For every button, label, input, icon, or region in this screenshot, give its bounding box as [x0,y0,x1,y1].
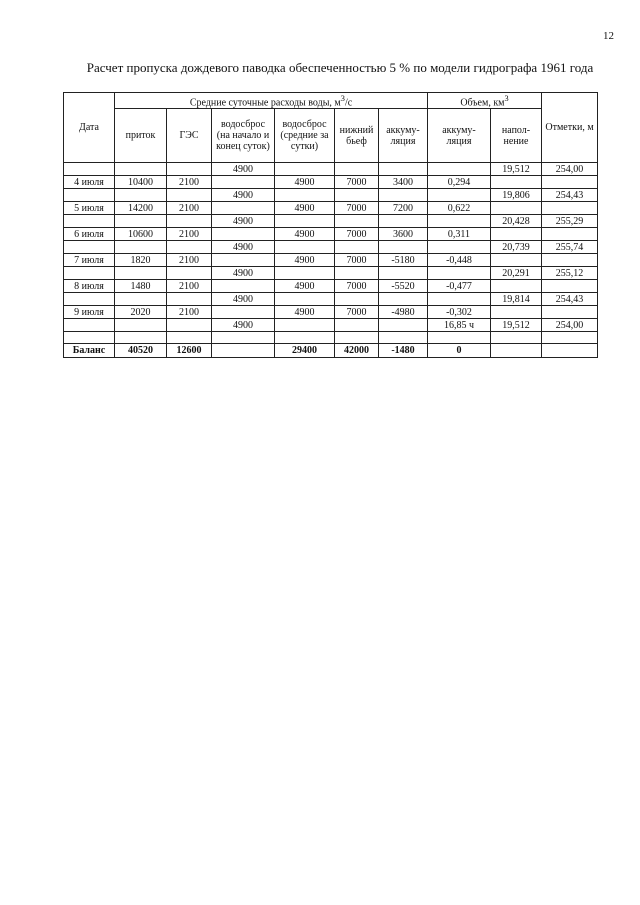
cell-hpp [167,332,212,344]
cell-accumulation-flow: -5180 [379,254,428,267]
cell-spillway-start-end [212,202,275,215]
cell-hpp [167,319,212,332]
cell-filling [491,202,542,215]
cell-tailwater [335,267,379,280]
cell-tailwater: 7000 [335,228,379,241]
cell-spillway-start-end [212,332,275,344]
cell-tailwater [335,215,379,228]
cell-inflow [115,189,167,202]
header-inflow: приток [115,109,167,163]
cell-filling [491,254,542,267]
header-group-flows: Средние суточные расходы воды, $м^3/с$ [115,93,428,109]
cell-filling: 19,814 [491,293,542,306]
cell-spillway-avg: 4900 [275,176,335,189]
cell-tailwater: 7000 [335,280,379,293]
balance-filling [491,344,542,358]
flood-calculation-table [63,92,598,358]
cell-mark [542,332,598,344]
table-row [64,241,598,254]
cell-spillway-avg [275,267,335,280]
balance-accumulation-volume: 0 [428,344,491,358]
cell-filling: 19,512 [491,163,542,176]
cell-spillway-start-end: 4900 [212,267,275,280]
cell-spillway-avg [275,189,335,202]
cell-spillway-avg: 4900 [275,280,335,293]
cell-hpp: 2100 [167,176,212,189]
header-spillway-start-end: водосброс (на начало и конец суток) [212,109,275,163]
cell-tailwater [335,332,379,344]
cell-mark [542,228,598,241]
cell-accumulation-volume: -0,477 [428,280,491,293]
cell-spillway-avg: 4900 [275,228,335,241]
cell-accumulation-volume: 16,85 ч [428,319,491,332]
cell-spillway-avg: 4900 [275,202,335,215]
cell-accumulation-volume [428,163,491,176]
cell-inflow: 1820 [115,254,167,267]
table-row [64,215,598,228]
cell-date [64,319,115,332]
cell-filling: 20,291 [491,267,542,280]
document-title: Расчет пропуска дождевого паводка обеспеченностью 5 % по модели гидрографа 1961 года [86,60,594,75]
cell-date: 9 июля [64,306,115,319]
cell-date: 5 июля [64,202,115,215]
cell-spillway-avg [275,293,335,306]
cell-accumulation-volume [428,293,491,306]
cell-inflow [115,241,167,254]
cell-date: 8 июля [64,280,115,293]
table-row [64,254,598,267]
cell-mark: 254,43 [542,189,598,202]
cell-date [64,267,115,280]
cell-accumulation-flow: -5520 [379,280,428,293]
table-row [64,176,598,189]
balance-accumulation-flow: -1480 [379,344,428,358]
cell-accumulation-volume [428,332,491,344]
cell-mark [542,280,598,293]
cell-spillway-avg [275,163,335,176]
cell-mark: 255,12 [542,267,598,280]
cell-mark [542,306,598,319]
cell-hpp [167,189,212,202]
cell-mark [542,176,598,189]
cell-filling [491,306,542,319]
table-row [64,189,598,202]
cell-tailwater [335,189,379,202]
cell-accumulation-flow [379,319,428,332]
cell-date [64,163,115,176]
cell-filling: 19,512 [491,319,542,332]
cell-date [64,293,115,306]
cell-date [64,241,115,254]
cell-mark: 254,00 [542,163,598,176]
header-spillway-avg: водосброс (средние за сутки) [275,109,335,163]
cell-spillway-avg [275,215,335,228]
cell-spillway-avg [275,332,335,344]
cell-spillway-start-end [212,280,275,293]
cell-date [64,189,115,202]
cell-inflow [115,163,167,176]
header-marks: Отметки, м [542,93,598,163]
cell-hpp [167,215,212,228]
cell-hpp: 2100 [167,306,212,319]
cell-filling: 19,806 [491,189,542,202]
balance-hpp: 12600 [167,344,212,358]
header-accumulation-flow: аккуму-ляция [379,109,428,163]
cell-accumulation-volume [428,189,491,202]
cell-hpp [167,267,212,280]
balance-label: Баланс [64,344,115,358]
cell-inflow: 10400 [115,176,167,189]
cell-hpp [167,293,212,306]
cell-accumulation-flow: -4980 [379,306,428,319]
balance-spillway-avg: 29400 [275,344,335,358]
cell-filling [491,228,542,241]
cell-hpp [167,241,212,254]
cell-tailwater [335,241,379,254]
cell-spillway-start-end: 4900 [212,293,275,306]
cell-hpp: 2100 [167,280,212,293]
cell-spillway-start-end [212,228,275,241]
cell-accumulation-flow [379,332,428,344]
cell-spillway-start-end: 4900 [212,319,275,332]
cell-mark: 255,29 [542,215,598,228]
cell-accumulation-flow: 7200 [379,202,428,215]
table-row [64,306,598,319]
cell-inflow: 2020 [115,306,167,319]
cell-hpp [167,163,212,176]
cell-accumulation-flow [379,293,428,306]
cell-tailwater: 7000 [335,176,379,189]
cell-spillway-start-end: 4900 [212,189,275,202]
cell-tailwater: 7000 [335,306,379,319]
table-row [64,319,598,332]
balance-mark [542,344,598,358]
cell-spillway-start-end: 4900 [212,215,275,228]
cell-inflow [115,215,167,228]
cell-mark [542,254,598,267]
cell-filling: 20,739 [491,241,542,254]
cell-accumulation-volume [428,241,491,254]
header-hpp: ГЭС [167,109,212,163]
cell-filling [491,176,542,189]
cell-inflow [115,332,167,344]
cell-spillway-start-end [212,176,275,189]
table-row [64,228,598,241]
cell-accumulation-flow: 3600 [379,228,428,241]
page-number: 12 [603,30,614,42]
cell-mark: 255,74 [542,241,598,254]
cell-date: 7 июля [64,254,115,267]
balance-row [64,344,598,358]
cell-mark: 254,00 [542,319,598,332]
cell-tailwater [335,163,379,176]
cell-date: 4 июля [64,176,115,189]
cell-accumulation-volume: 0,294 [428,176,491,189]
cell-tailwater: 7000 [335,202,379,215]
header-date: Дата [64,93,115,163]
cell-spillway-avg: 4900 [275,254,335,267]
table-row [64,163,598,176]
cell-spillway-avg [275,241,335,254]
table-row [64,293,598,306]
cell-date [64,215,115,228]
balance-spillway-start-end [212,344,275,358]
cell-inflow [115,267,167,280]
table-row [64,280,598,293]
cell-accumulation-volume: 0,622 [428,202,491,215]
cell-spillway-start-end [212,306,275,319]
balance-inflow: 40520 [115,344,167,358]
cell-inflow: 1480 [115,280,167,293]
cell-spillway-start-end: 4900 [212,163,275,176]
cell-inflow [115,319,167,332]
cell-filling: 20,428 [491,215,542,228]
cell-spillway-start-end [212,254,275,267]
cell-accumulation-flow [379,241,428,254]
cell-inflow [115,293,167,306]
cell-filling [491,332,542,344]
balance-tailwater: 42000 [335,344,379,358]
cell-tailwater [335,319,379,332]
cell-accumulation-volume: -0,448 [428,254,491,267]
cell-accumulation-flow [379,215,428,228]
cell-inflow: 14200 [115,202,167,215]
table-row [64,267,598,280]
header-filling: напол-нение [491,109,542,163]
cell-accumulation-volume: 0,311 [428,228,491,241]
cell-accumulation-volume [428,267,491,280]
cell-spillway-start-end: 4900 [212,241,275,254]
cell-spillway-avg [275,319,335,332]
cell-spillway-avg: 4900 [275,306,335,319]
cell-accumulation-flow [379,163,428,176]
cell-inflow: 10600 [115,228,167,241]
cell-accumulation-volume: -0,302 [428,306,491,319]
cell-hpp: 2100 [167,228,212,241]
cell-date: 6 июля [64,228,115,241]
table-row [64,202,598,215]
cell-hpp: 2100 [167,202,212,215]
cell-accumulation-flow [379,189,428,202]
cell-tailwater [335,293,379,306]
header-group-volume: Объем, $км^3$ [428,93,542,109]
header-tailwater: нижний бьеф [335,109,379,163]
cell-accumulation-volume [428,215,491,228]
cell-mark [542,202,598,215]
table-row [64,332,598,344]
cell-mark: 254,43 [542,293,598,306]
cell-accumulation-flow [379,267,428,280]
cell-tailwater: 7000 [335,254,379,267]
header-accumulation-volume: аккуму-ляция [428,109,491,163]
cell-accumulation-flow: 3400 [379,176,428,189]
cell-date [64,332,115,344]
cell-filling [491,280,542,293]
cell-hpp: 2100 [167,254,212,267]
